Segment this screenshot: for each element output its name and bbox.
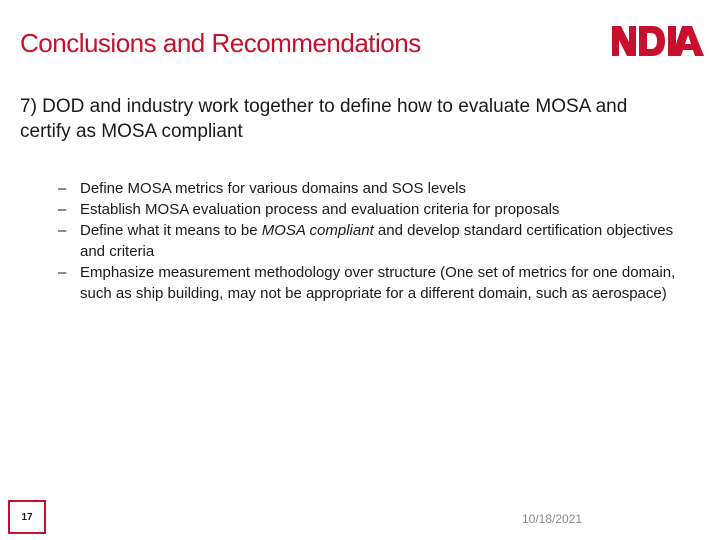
bullet-dash: – xyxy=(58,222,67,239)
bullet-dash: – xyxy=(58,264,67,281)
slide-heading: 7) DOD and industry work together to define how to evaluate MOSA and certify as MOSA compliant xyxy=(20,96,628,142)
page-number-badge xyxy=(8,500,46,534)
page-number: 17 xyxy=(10,502,44,532)
bullet-text: Emphasize measurement methodology over structure (One set of metrics for one domain, such as ship building, may not be appropriate for a different domain, such as aerospace) xyxy=(80,264,676,302)
bullet-text: Define MOSA metrics for various domains and SOS levels xyxy=(80,180,466,197)
bullet-list xyxy=(58,178,678,304)
bullet-text-emphasis: MOSA compliant xyxy=(261,222,374,239)
ndia-logo xyxy=(612,26,704,56)
bullet-dash: – xyxy=(58,180,67,197)
bullet-item xyxy=(58,199,678,220)
bullet-text-post: and develop standard certification objectives and criteria xyxy=(80,222,674,260)
bullet-text: Establish MOSA evaluation process and evaluation criteria for proposals xyxy=(80,201,560,218)
bullet-text-pre: Define what it means to be xyxy=(80,222,262,239)
bullet-item xyxy=(58,220,678,262)
bullet-item xyxy=(58,262,678,304)
bullet-item xyxy=(58,178,678,199)
slide-title: Conclusions and Recommendations xyxy=(20,28,421,58)
bullet-dash: – xyxy=(58,201,67,218)
slide-date: 10/18/2021 xyxy=(522,512,583,526)
